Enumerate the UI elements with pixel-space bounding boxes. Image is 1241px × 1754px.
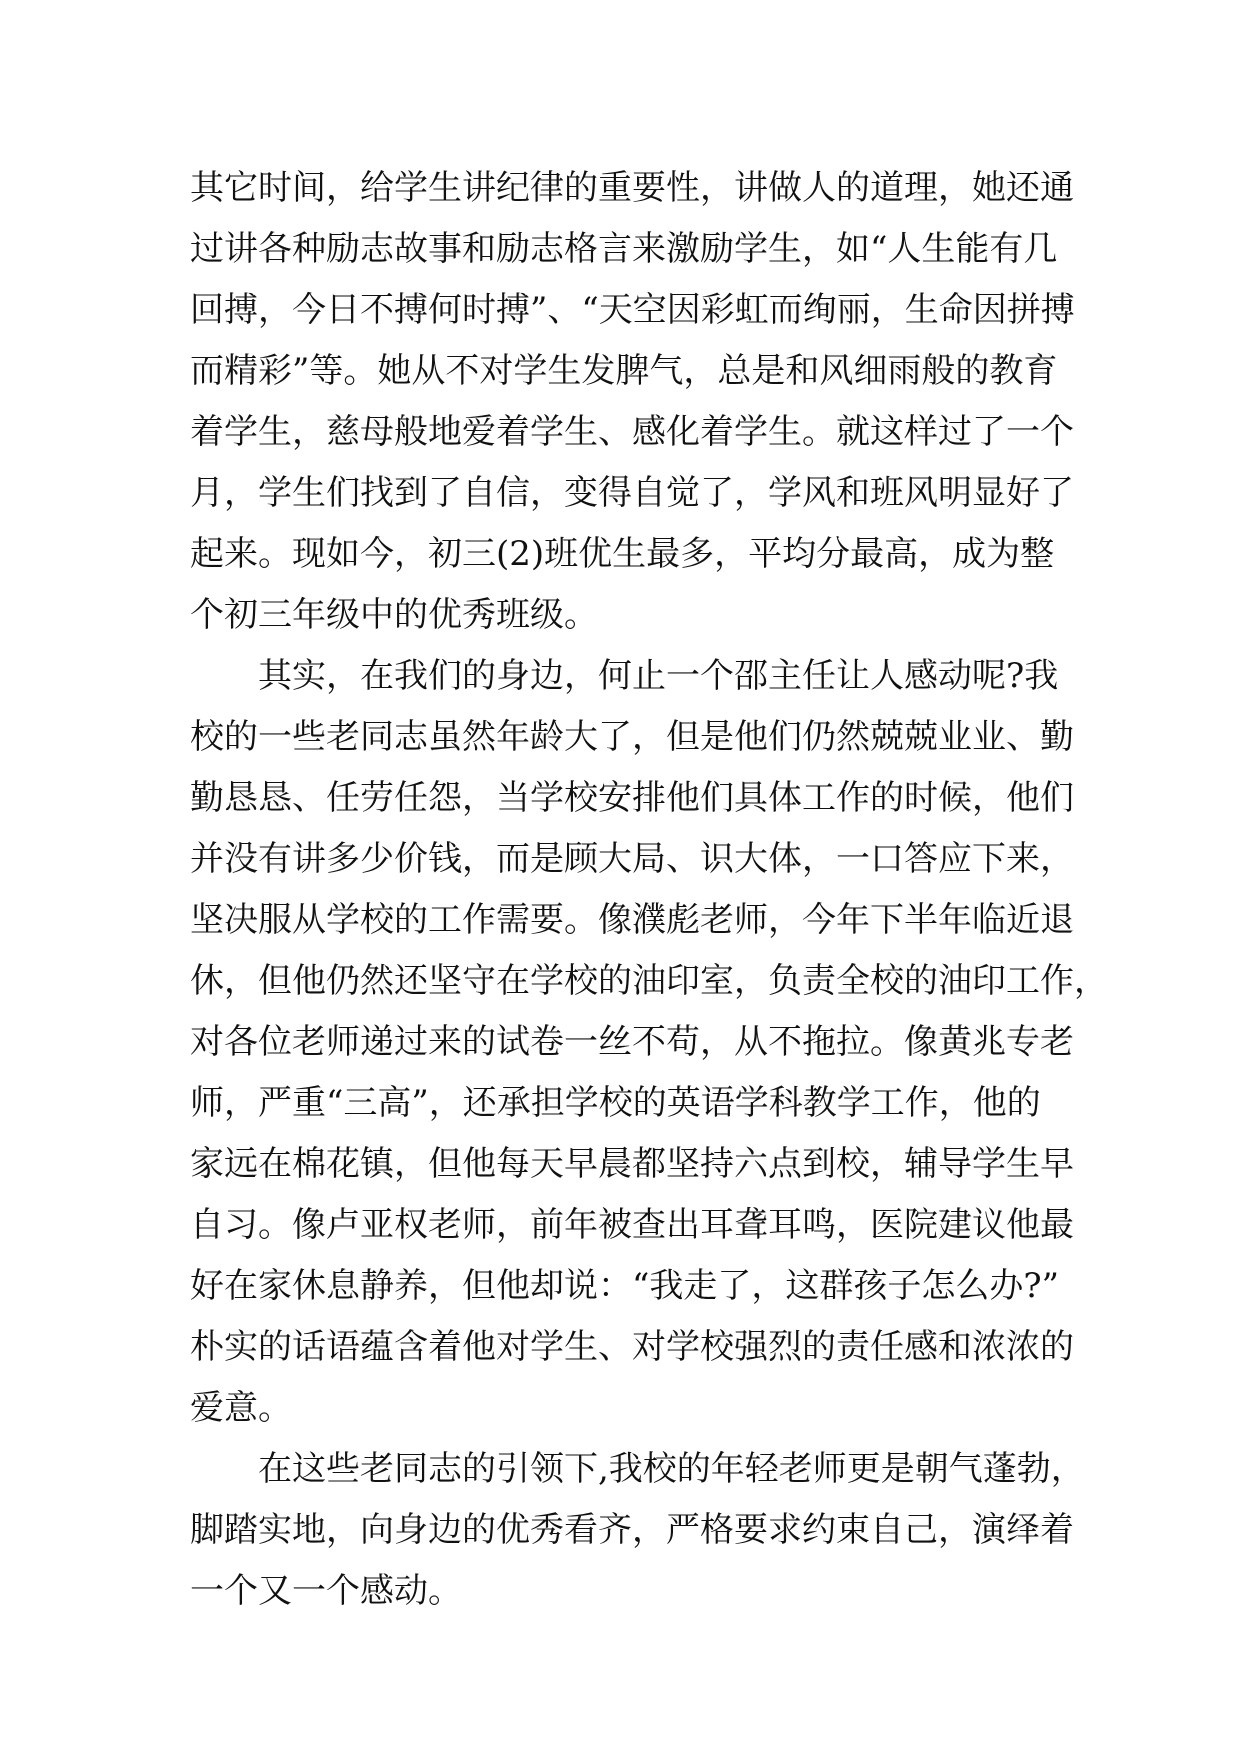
text-line: 勤恳恳、任劳任怨，当学校安排他们具体工作的时候，他们 bbox=[190, 778, 1074, 818]
document-body bbox=[190, 158, 1108, 1622]
text-line: 坚决服从学校的工作需要。像濮彪老师，今年下半年临近退 bbox=[190, 900, 1074, 940]
text-line: 起来。现如今，初三(2)班优生最多，平均分最高，成为整 bbox=[190, 534, 1055, 574]
text-line: 对各位老师递过来的试卷一丝不苟，从不拖拉。像黄兆专老 bbox=[190, 1022, 1074, 1062]
text-line: 回搏，今日不搏何时搏”、“天空因彩虹而绚丽，生命因拼搏 bbox=[190, 290, 1075, 330]
text-line: 月，学生们找到了自信，变得自觉了，学风和班风明显好了 bbox=[190, 473, 1074, 513]
text-line: 校的一些老同志虽然年龄大了，但是他们仍然兢兢业业、勤 bbox=[190, 717, 1074, 757]
text-line: 个初三年级中的优秀班级。 bbox=[190, 595, 598, 635]
text-line: 而精彩”等。她从不对学生发脾气，总是和风细雨般的教育 bbox=[190, 351, 1058, 391]
paragraph-1 bbox=[190, 158, 1075, 646]
text-line: 其它时间，给学生讲纪律的重要性，讲做人的道理，她还通 bbox=[190, 168, 1074, 208]
text-line: 其实，在我们的身边，何止一个邵主任让人感动呢?我 bbox=[258, 656, 1059, 696]
text-line: 自习。像卢亚权老师，前年被查出耳聋耳鸣，医院建议他最 bbox=[190, 1205, 1074, 1245]
text-line: 脚踏实地，向身边的优秀看齐，严格要求约束自己，演绎着 bbox=[190, 1510, 1074, 1550]
text-line: 好在家休息静养，但他却说：“我走了，这群孩子怎么办?” bbox=[190, 1266, 1059, 1306]
text-line: 在这些老同志的引领下,我校的年轻老师更是朝气蓬勃， bbox=[258, 1449, 1085, 1489]
paragraph-3 bbox=[190, 1439, 1085, 1622]
text-line: 朴实的话语蕴含着他对学生、对学校强烈的责任感和浓浓的 bbox=[190, 1327, 1074, 1367]
text-line: 家远在棉花镇，但他每天早晨都坚持六点到校，辅导学生早 bbox=[190, 1144, 1074, 1184]
paragraph-2 bbox=[190, 646, 1108, 1439]
text-line: 着学生，慈母般地爱着学生、感化着学生。就这样过了一个 bbox=[190, 412, 1074, 452]
text-line: 一个又一个感动。 bbox=[190, 1571, 462, 1611]
text-line: 休，但他仍然还坚守在学校的油印室，负责全校的油印工作， bbox=[190, 961, 1108, 1001]
text-line: 爱意。 bbox=[190, 1388, 292, 1428]
text-line: 过讲各种励志故事和励志格言来激励学生，如“人生能有几 bbox=[190, 229, 1058, 269]
text-line: 并没有讲多少价钱，而是顾大局、识大体，一口答应下来， bbox=[190, 839, 1074, 879]
text-line: 师，严重“三高”，还承担学校的英语学科教学工作，他的 bbox=[190, 1083, 1041, 1123]
